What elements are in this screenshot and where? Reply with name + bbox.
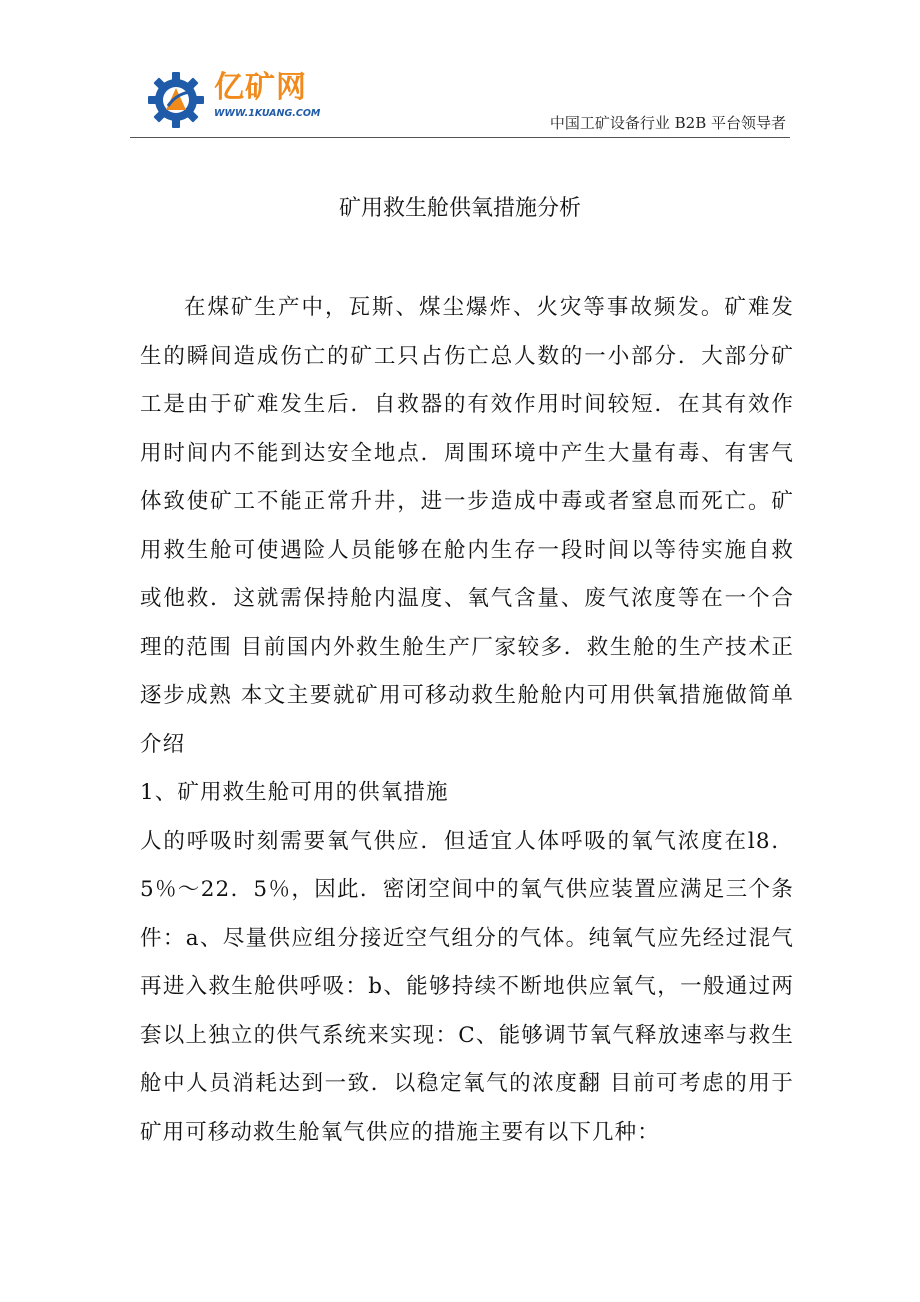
logo-wordmark: 亿矿网 <box>214 70 307 105</box>
document-body <box>140 284 794 1157</box>
oxygen-requirements-paragraph: 人的呼吸时刻需要氧气供应．但适宜人体呼吸的氧气浓度在l8．5％～22．5％，因此．密闭空间中的氧气供应装置应满足三个条件：a、尽量供应组分接近空气组分的气体。纯氧气应先经过混气再进入救生舱供呼吸：b、能够持续不断地供应氧气，一般通过两套以上独立的供气系统来实现：C、能够调节氧气释放速率与救生舱中人员消耗达到一致．以稳定氧气的浓度翻 目前可考虑的用于矿用可移动救生舱氧气供应的措施主要有以下几种： <box>140 828 794 1145</box>
site-logo[interactable] <box>146 66 326 130</box>
section-heading: 1、矿用救生舱可用的供氧措施 <box>140 780 449 805</box>
intro-paragraph: 在煤矿生产中，瓦斯、煤尘爆炸、火灾等事故频发。矿难发生的瞬间造成伤亡的矿工只占伤亡总人数的一小部分．大部分矿工是由于矿难发生后．自救器的有效作用时间较短．在其有效作用时间内不能到达安全地点．周围环境中产生大量有毒、有害气体致使矿工不能正常升井，进一步造成中毒或者窒息而死亡。矿用救生舱可使遇险人员能够在舱内生存一段时间以等待实施自救或他救．这就需保持舱内温度、氧气含量、废气浓度等在一个合理的范围 目前国内外救生舱生产厂家较多．救生舱的生产技术正逐步成熟 本文主要就矿用可移动救生舱舱内可用供氧措施做简单介绍 <box>140 295 794 757</box>
header-divider <box>130 137 790 138</box>
header-slogan: 中国工矿设备行业 B2B 平台领导者 <box>549 114 786 132</box>
logo-url: WWW.1KUANG.COM <box>214 108 321 119</box>
page-header <box>0 0 920 140</box>
document-title: 矿用救生舱供氧措施分析 <box>338 196 581 221</box>
gear-logo-icon <box>146 70 206 130</box>
